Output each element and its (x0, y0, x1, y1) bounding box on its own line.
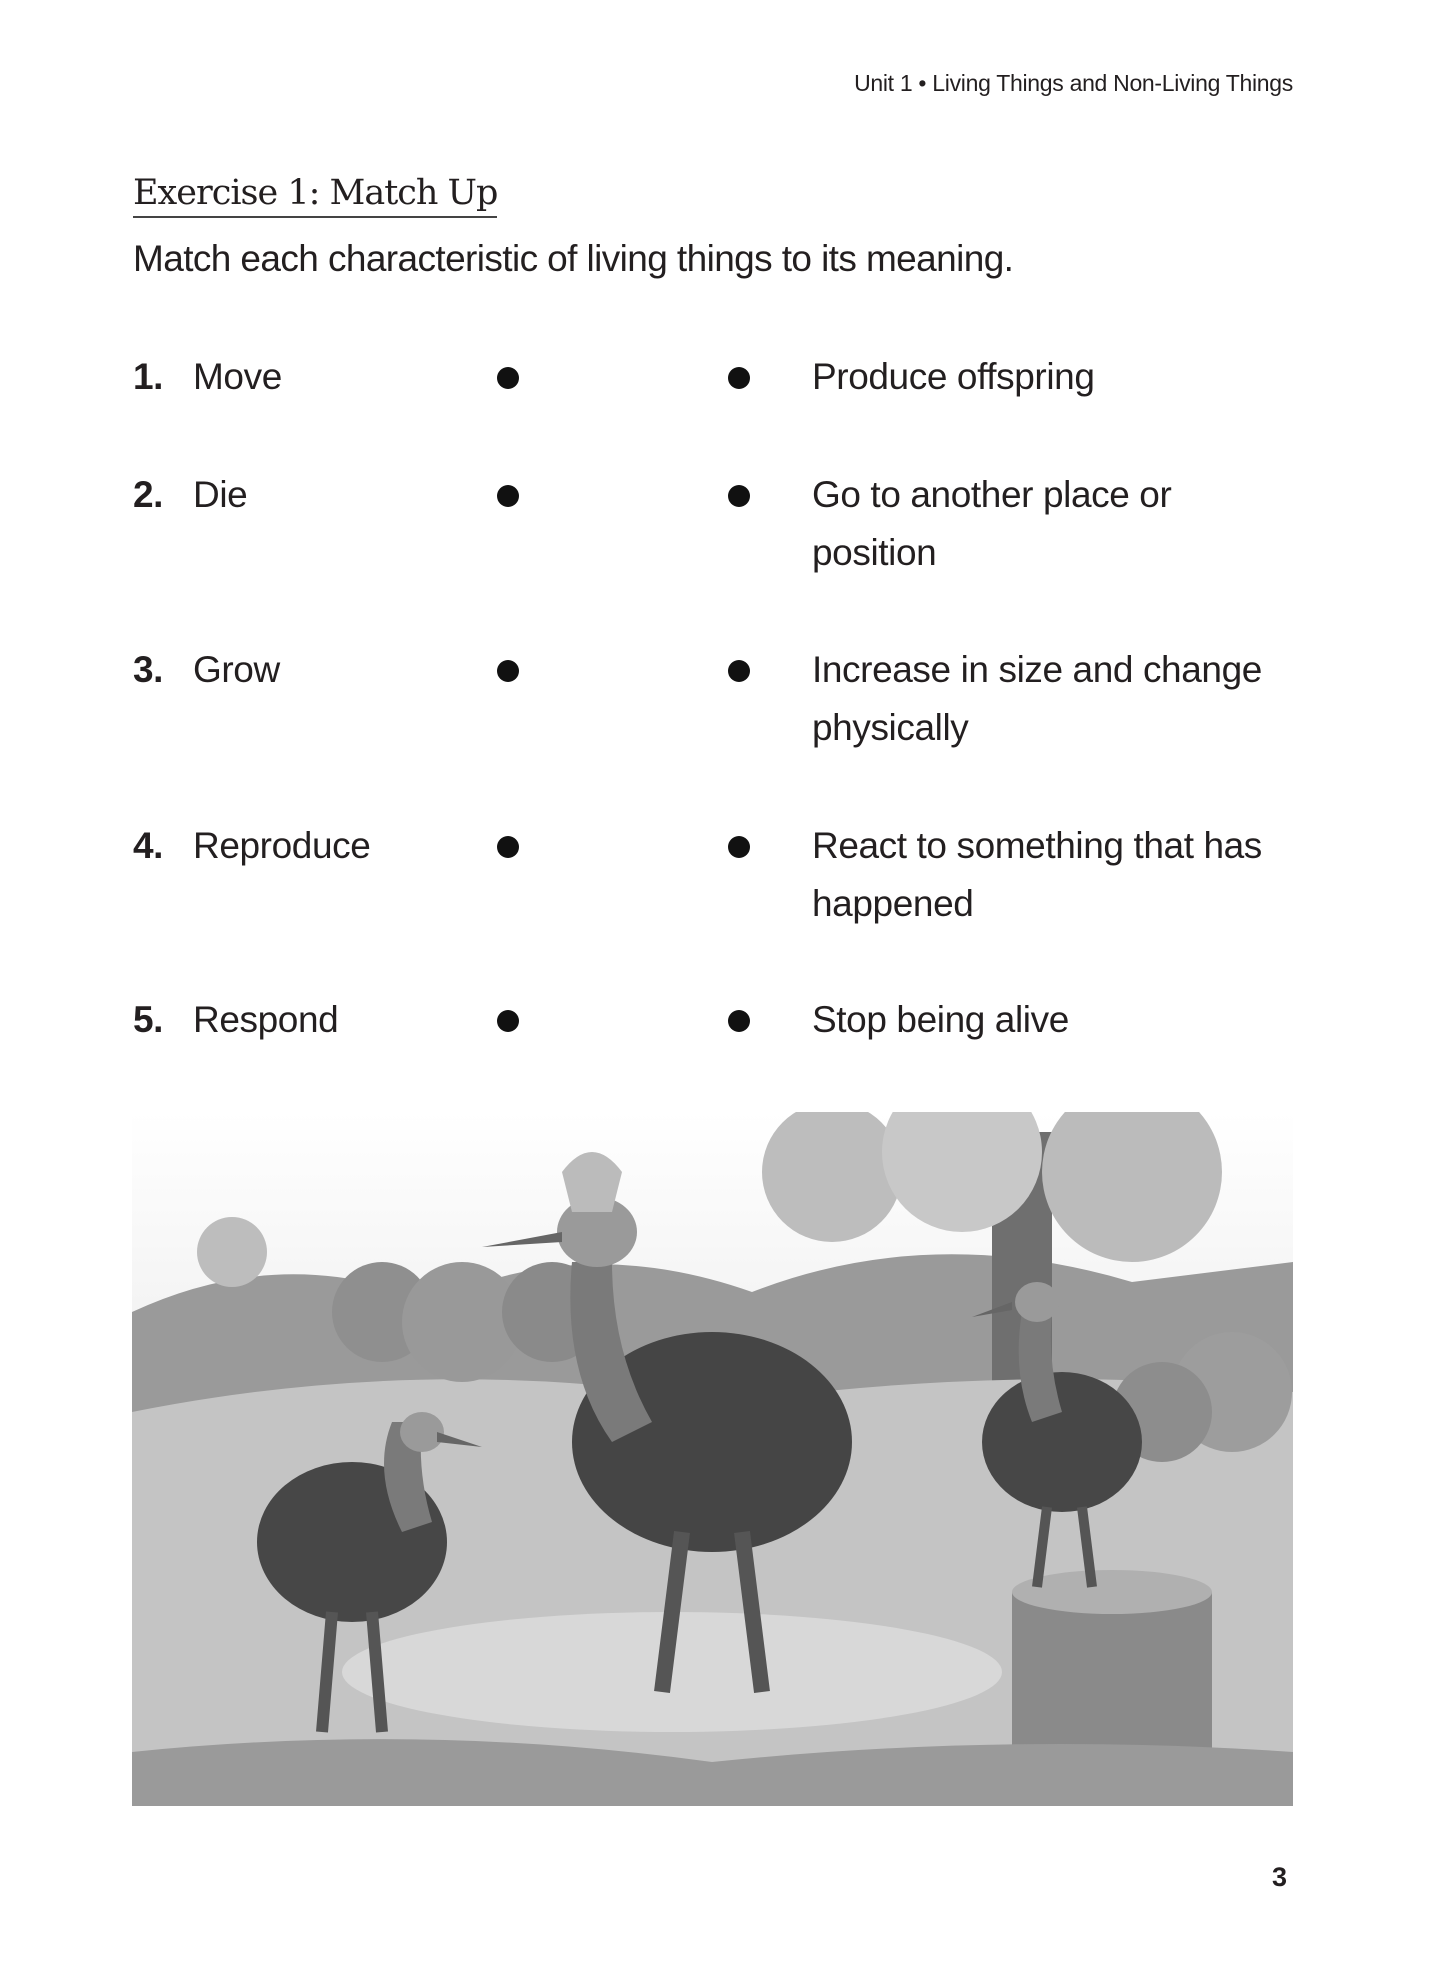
item-definition: Increase in size and change physically (812, 649, 1262, 748)
page-number: 3 (1272, 1862, 1288, 1892)
left-match-dot[interactable] (497, 367, 519, 389)
item-term: Move (193, 356, 282, 397)
item-definition: Stop being alive (812, 999, 1069, 1040)
item-number: 5. (133, 999, 164, 1040)
item-definition: Produce offspring (812, 356, 1095, 397)
running-head: Unit 1 • Living Things and Non-Living Things (854, 70, 1293, 96)
item-definition: React to something that has happened (812, 825, 1262, 924)
right-match-dot[interactable] (728, 836, 750, 858)
right-match-dot[interactable] (728, 660, 750, 682)
left-match-dot[interactable] (497, 1010, 519, 1032)
exercise-title: Exercise 1: Match Up (133, 172, 497, 218)
item-number: 3. (133, 649, 164, 690)
cassowary-forest-illustration (132, 1112, 1293, 1806)
right-match-dot[interactable] (728, 1010, 750, 1032)
item-number: 2. (133, 474, 164, 515)
exercise-instruction: Match each characteristic of living things to its meaning. (133, 238, 1014, 279)
item-term: Grow (193, 649, 280, 690)
item-term: Die (193, 474, 248, 515)
left-match-dot[interactable] (497, 485, 519, 507)
right-match-dot[interactable] (728, 367, 750, 389)
right-match-dot[interactable] (728, 485, 750, 507)
left-match-dot[interactable] (497, 660, 519, 682)
item-number: 1. (133, 356, 164, 397)
left-match-dot[interactable] (497, 836, 519, 858)
item-number: 4. (133, 825, 164, 866)
item-term: Respond (193, 999, 339, 1040)
item-term: Reproduce (193, 825, 371, 866)
item-definition: Go to another place or position (812, 474, 1172, 573)
